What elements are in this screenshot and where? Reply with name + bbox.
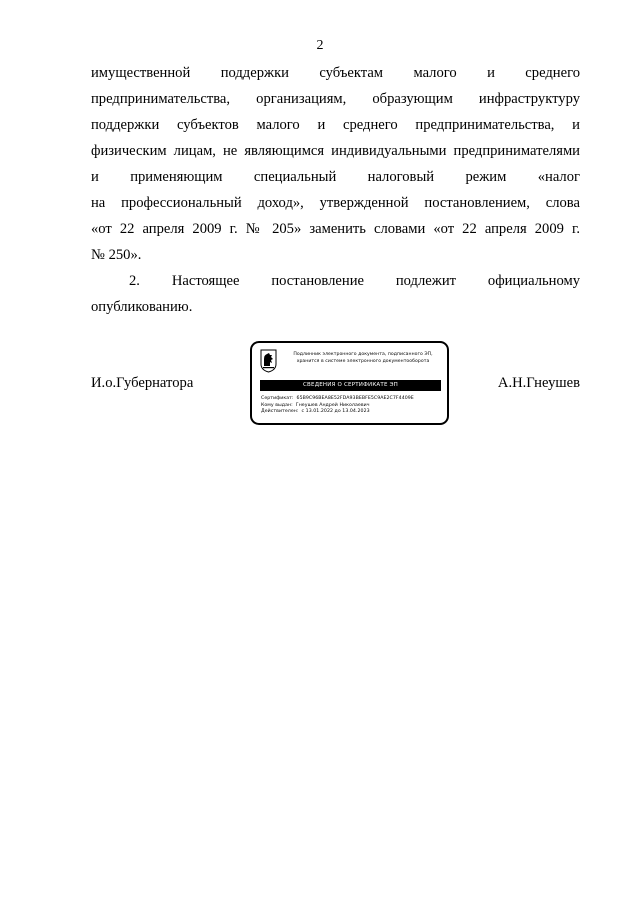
paragraph-line: № 250». bbox=[91, 247, 142, 263]
validity-row bbox=[261, 409, 443, 416]
coat-of-arms-icon bbox=[260, 349, 277, 373]
stamp-details bbox=[261, 396, 443, 416]
issued-to-label: Кому выдан: bbox=[261, 402, 293, 408]
paragraph-line: поддержки субъектов малого и среднего предпринимательства, и bbox=[91, 117, 580, 133]
stamp-header: СВЕДЕНИЯ О СЕРТИФИКАТЕ ЭП bbox=[260, 380, 441, 391]
signatory-position: И.о.Губернатора bbox=[91, 375, 194, 391]
document-body bbox=[91, 60, 580, 320]
paragraph-line: 2. Настоящее постановление подлежит официальному bbox=[129, 273, 580, 289]
signatory-name: А.Н.Гнеушев bbox=[497, 375, 580, 391]
paragraph-line: физическим лицам, не являющимся индивидуальными предпринимателями bbox=[91, 143, 580, 159]
certificate-value: 65B9C96BEA8E52FDA93BEBFE5C9AE2C7F4409E bbox=[296, 396, 414, 401]
page-number: 2 bbox=[316, 38, 324, 53]
certificate-label: Сертификат: bbox=[261, 396, 294, 401]
validity-value: с 13.01.2022 до 13.04.2023 bbox=[301, 409, 370, 414]
stamp-notice-line: Подлинник электронного документа, подписанного ЭП, bbox=[293, 352, 433, 357]
electronic-signature-stamp bbox=[250, 341, 449, 425]
paragraph-line: имущественной поддержки субъектам малого и среднего bbox=[91, 65, 580, 81]
stamp-notice-line: хранится в системе электронного документооборота bbox=[296, 359, 430, 364]
paragraph-line: на профессиональный доход», утвержденной постановлением, слова bbox=[91, 195, 580, 211]
paragraph-line: «от 22 апреля 2009 г. № 205» заменить словами «от 22 апреля 2009 г. bbox=[91, 221, 580, 237]
paragraph-line: предпринимательства, организациям, образующим инфраструктуру bbox=[91, 91, 580, 107]
validity-label: Действителен: bbox=[261, 409, 299, 414]
paragraph-line: опубликованию. bbox=[91, 299, 193, 315]
paragraph-line: и применяющим специальный налоговый режим «налог bbox=[91, 169, 580, 185]
issued-to-value: Гнеушев Андрей Николаевич bbox=[295, 402, 370, 408]
